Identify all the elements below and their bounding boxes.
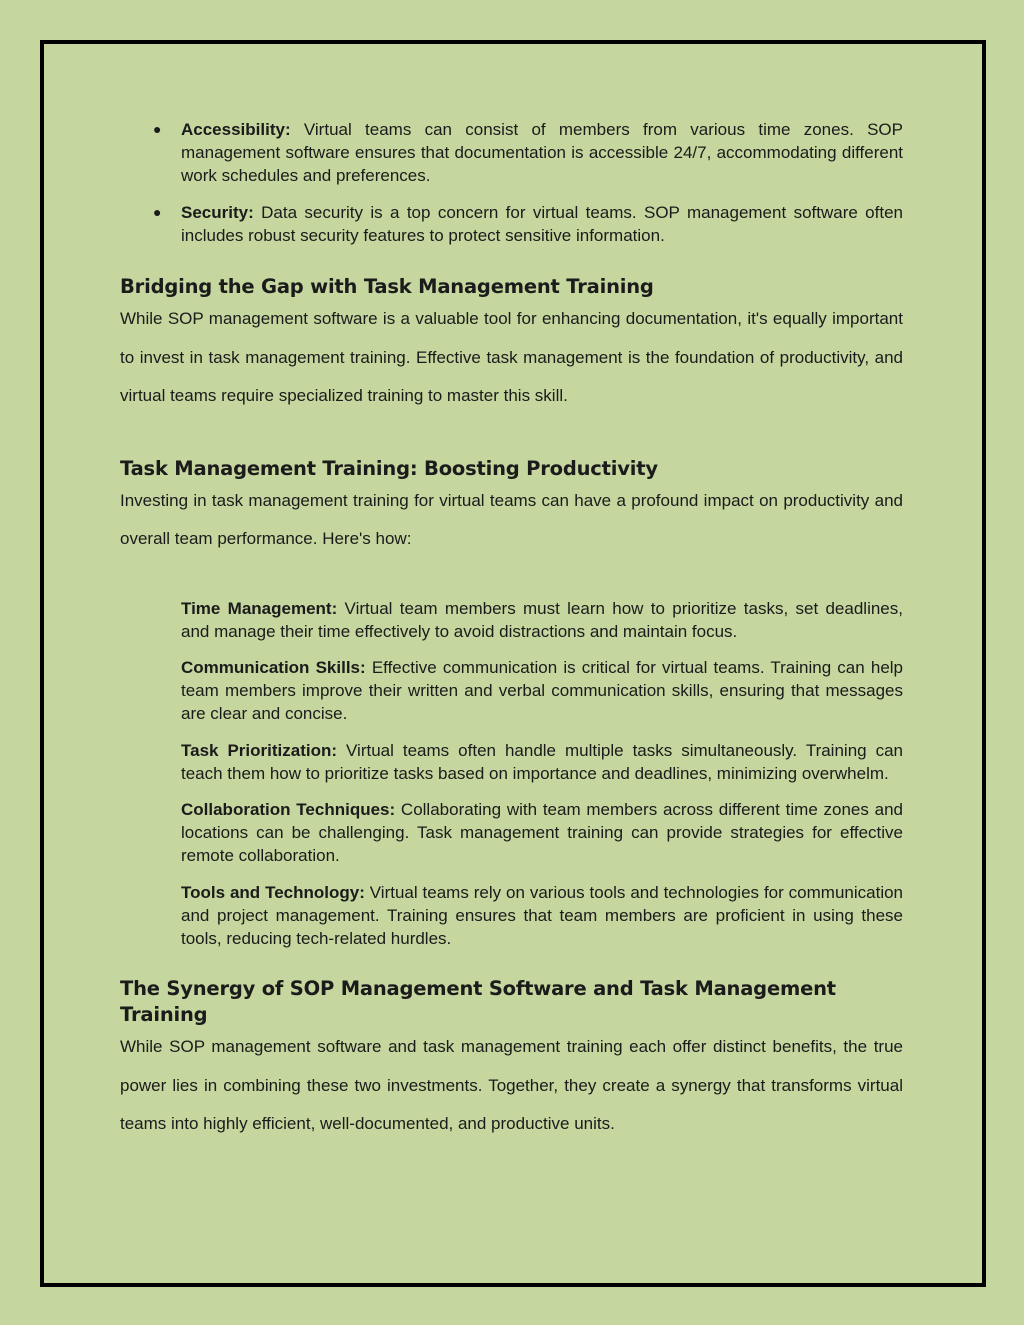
document-content [120, 118, 903, 1144]
benefit-tools-technology [181, 881, 903, 951]
benefit-label: Collaboration Techniques: [181, 799, 396, 819]
benefit-text: Collaborating with team members across different time zones and locations can be challenging. Task management training can provide strategies for effective remote collaboration. [181, 799, 903, 866]
section-bridging-gap [120, 274, 903, 416]
section-heading: Task Management Training: Boosting Productivity [120, 456, 658, 480]
bullet-item-accessibility [120, 118, 903, 188]
benefit-text: Virtual team members must learn how to prioritize tasks, set deadlines, and manage their time effectively to avoid distractions and maintain focus. [181, 598, 903, 641]
benefit-text: Effective communication is critical for virtual teams. Training can help team members improve their written and verbal communication skills, ensuring that messages are clear and concise. [181, 657, 903, 724]
benefit-label: Time Management: [181, 598, 338, 618]
benefit-task-prioritization [181, 739, 903, 785]
benefit-communication-skills [181, 656, 903, 726]
section-boosting-productivity [120, 456, 903, 951]
section-paragraph: While SOP management software and task management training each offer distinct benefits, the true power lies in combining these two investments. Together, they create a synergy that transforms virtual teams into highly efficient, well-documented, and productive units. [120, 1037, 903, 1134]
section-synergy [120, 976, 903, 1144]
bullet-label: Security: [181, 202, 254, 222]
bullet-dot-icon: ● [153, 121, 162, 137]
bullet-text: Virtual teams can consist of members from various time zones. SOP management software ensures that documentation is accessible 24/7, accommodating different work schedules and preferences. [181, 120, 903, 186]
benefit-label: Communication Skills: [181, 657, 366, 677]
bullet-item-security [120, 201, 903, 247]
section-heading: The Synergy of SOP Management Software and Task Management Training [120, 977, 836, 1027]
bullet-dot-icon: ● [153, 203, 162, 220]
benefit-collaboration-techniques [181, 798, 903, 868]
section-paragraph: Investing in task management training for virtual teams can have a profound impact on productivity and overall team performance. Here's how: [120, 490, 903, 549]
benefit-text: Virtual teams rely on various tools and technologies for communication and project management. Training ensures that team members are proficient in using these tools, reducing tech-related hurdles. [181, 882, 903, 948]
benefit-label: Tools and Technology: [181, 882, 365, 902]
bullet-text: Data security is a top concern for virtual teams. SOP management software often includes robust security features to protect sensitive information. [181, 202, 903, 245]
benefit-label: Task Prioritization: [181, 740, 338, 760]
training-benefit-list [120, 597, 903, 951]
section-heading: Bridging the Gap with Task Management Training [120, 275, 654, 299]
bullet-label: Accessibility: [181, 120, 291, 139]
feature-bullet-list [120, 118, 903, 247]
benefit-text: Virtual teams often handle multiple tasks simultaneously. Training can teach them how to prioritize tasks based on importance and deadlines, minimizing overwhelm. [181, 740, 903, 783]
benefit-time-management [181, 597, 903, 643]
section-paragraph: While SOP management software is a valuable tool for enhancing documentation, it's equally important to invest in task management training. Effective task management is the foundation of productivity, and virtual teams require specialized training to master this skill. [120, 309, 903, 406]
